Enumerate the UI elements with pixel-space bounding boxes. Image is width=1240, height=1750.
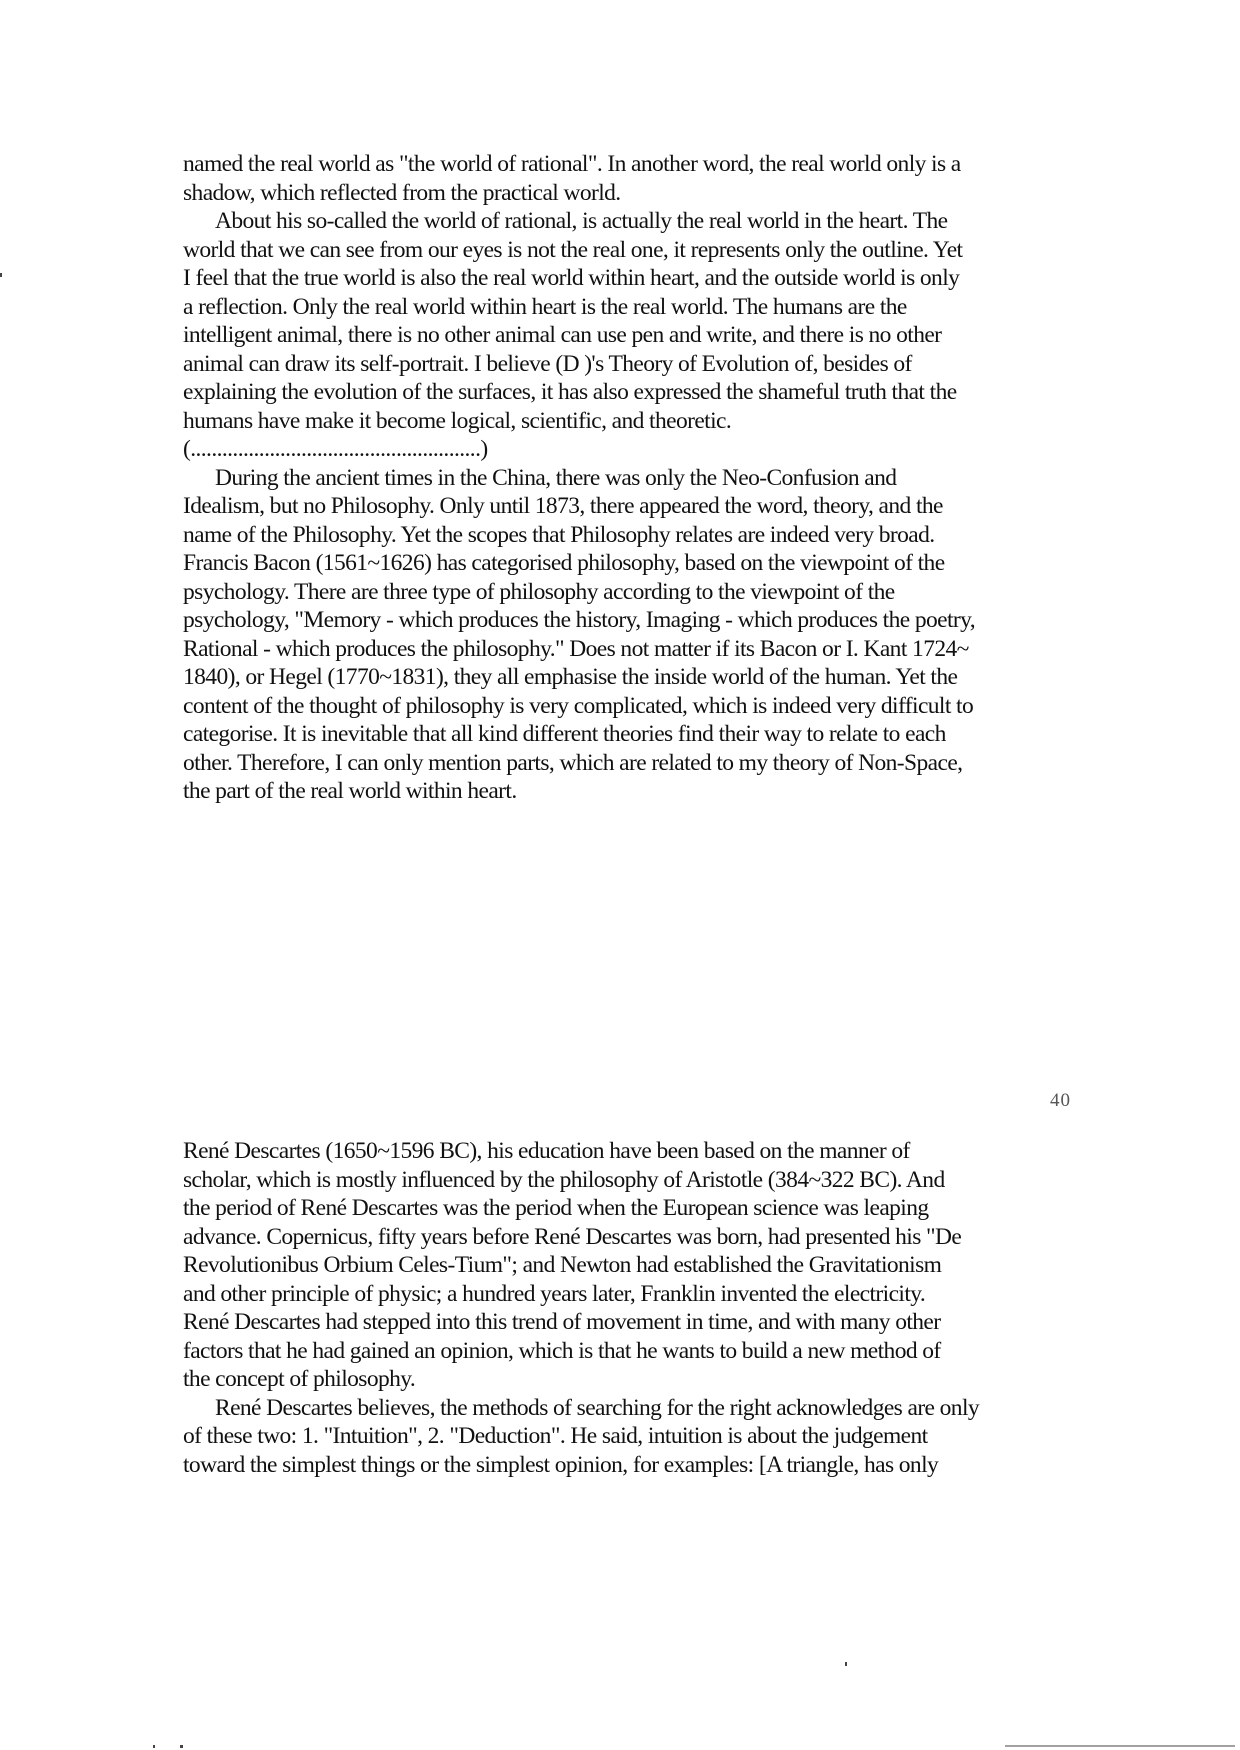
text-line: 1840), or Hegel (1770~1831), they all emphasise the inside world of the human. Yet the — [183, 664, 958, 690]
text-line: the concept of philosophy. — [183, 1366, 416, 1392]
text-line: psychology, "Memory - which produces the history, Imaging - which produces the poetry, — [183, 607, 976, 633]
text-line: content of the thought of philosophy is very complicated, which is indeed very difficult to — [183, 692, 974, 719]
text-line: intelligent animal, there is no other animal can use pen and write, and there is no other — [183, 322, 942, 348]
text-block-top — [183, 150, 1103, 806]
scan-speck — [845, 1662, 847, 1666]
paragraph-start-line: During the ancient times in the China, there was only the Neo-Confusion and — [215, 464, 897, 491]
text-line: and other principle of physic; a hundred years later, Franklin invented the electricity. — [183, 1280, 926, 1307]
text-line: René Descartes had stepped into this trend of movement in time, and with many other — [183, 1309, 941, 1335]
text-line: psychology. There are three type of philosophy according to the viewpoint of the — [183, 578, 895, 605]
text-line: factors that he had gained an opinion, which is that he wants to build a new method of — [183, 1337, 941, 1364]
text-line: Francis Bacon (1561~1626) has categorised philosophy, based on the viewpoint of the — [183, 550, 945, 576]
scan-speck — [180, 1745, 183, 1748]
text-line: Idealism, but no Philosophy. Only until 1873, there appeared the word, theory, and the — [183, 493, 943, 519]
text-line: scholar, which is mostly influenced by the philosophy of Aristotle (384~322 BC). And — [183, 1166, 945, 1193]
text-line: explaining the evolution of the surfaces, it has also expressed the shameful truth that the — [183, 379, 957, 405]
omission-marker: (.......................................................) — [183, 436, 488, 462]
scan-speck — [153, 1745, 155, 1748]
paragraph-start-line: About his so-called the world of rational, is actually the real world in the heart. The — [215, 208, 948, 234]
text-line: the part of the real world within heart. — [183, 778, 517, 804]
text-line: René Descartes (1650~1596 BC), his education have been based on the manner of — [183, 1138, 910, 1164]
text-line: name of the Philosophy. Yet the scopes that Philosophy relates are indeed very broad. — [183, 521, 935, 548]
text-block-bottom — [183, 1137, 1103, 1479]
text-line: Revolutionibus Orbium Celes-Tium"; and Newton had established the Gravitationism — [183, 1252, 942, 1278]
text-line: shadow, which reflected from the practical world. — [183, 179, 621, 206]
text-line: other. Therefore, I can only mention parts, which are related to my theory of Non-Space, — [183, 749, 963, 776]
text-line: named the real world as "the world of rational". In another word, the real world only is a — [183, 151, 961, 177]
text-line: a reflection. Only the real world within heart is the real world. The humans are the — [183, 293, 907, 320]
text-line: toward the simplest things or the simplest opinion, for examples: [A triangle, has only — [183, 1451, 939, 1478]
text-line: humans have make it become logical, scientific, and theoretic. — [183, 407, 732, 434]
page-number: 40 — [1050, 1090, 1071, 1111]
text-line: the period of René Descartes was the period when the European science was leaping — [183, 1195, 929, 1221]
text-line: world that we can see from our eyes is not the real one, it represents only the outline. Yet — [183, 236, 963, 263]
paragraph-start-line: René Descartes believes, the methods of searching for the right acknowledges are only — [215, 1394, 980, 1421]
text-line: advance. Copernicus, fifty years before René Descartes was born, had presented his "De — [183, 1223, 962, 1250]
text-line: I feel that the true world is also the real world within heart, and the outside world is only — [183, 265, 960, 291]
text-line: of these two: 1. "Intuition", 2. "Deduction". He said, intuition is about the judgement — [183, 1423, 928, 1449]
text-line: Rational - which produces the philosophy." Does not matter if its Bacon or I. Kant 1724~ — [183, 635, 969, 662]
scan-speck — [0, 273, 2, 277]
text-line: categorise. It is inevitable that all kind different theories find their way to relate to each — [183, 721, 946, 747]
text-line: animal can draw its self-portrait. I believe (D )'s Theory of Evolution of, besides of — [183, 350, 912, 377]
scan-speck — [1005, 1745, 1235, 1747]
